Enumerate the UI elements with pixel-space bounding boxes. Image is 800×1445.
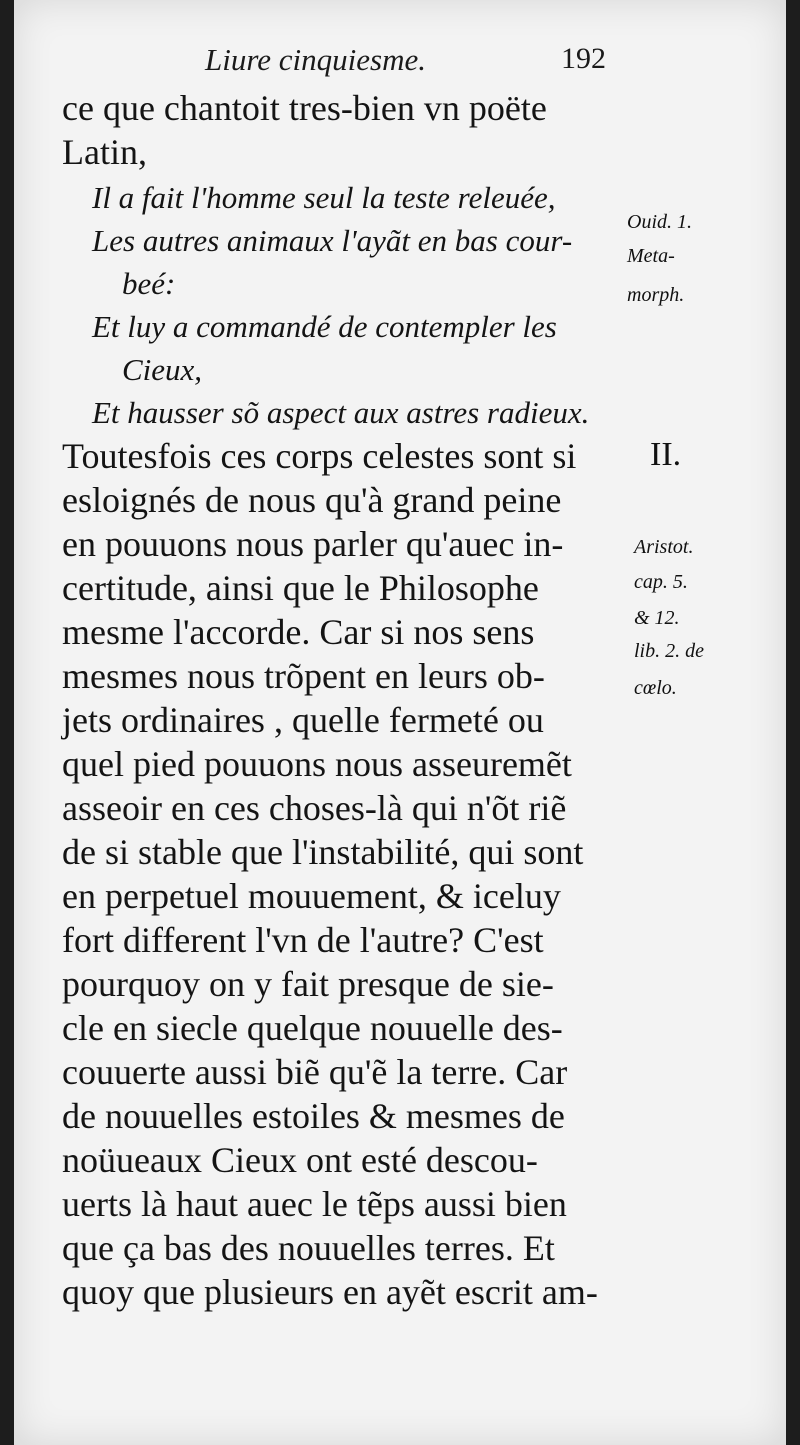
text-line: noüueaux Cieux ont esté descou- [62,1140,538,1180]
margin-note-ovid: Meta- [627,245,675,267]
text-line: mesme l'accorde. Car si nos sens [62,612,535,652]
text-line: ce que chantoit tres-bien vn poëte [62,88,547,128]
text-line: esloignés de nous qu'à grand peine [62,480,562,520]
section-number: II. [650,436,682,473]
verse-line: Cieux, [122,352,203,387]
scan-edge-right [786,0,800,1445]
text-line: quoy que plusieurs en ayẽt escrit am- [62,1272,598,1312]
text-line: certitude, ainsi que le Philosophe [62,568,539,608]
text-line: de nouuelles estoiles & mesmes de [62,1096,565,1136]
scan-edge-left [0,0,14,1445]
margin-note-aristotle: Aristot. [634,536,694,558]
margin-note-aristotle: cœlo. [634,677,677,699]
margin-note-ovid: Ouid. 1. [627,211,692,233]
text-line: mesmes nous trõpent en leurs ob- [62,656,545,696]
text-line: jets ordinaires , quelle fermeté ou [62,700,544,740]
text-line: uerts là haut auec le tẽps aussi bien [62,1184,567,1224]
text-line: en pouuons nous parler qu'auec in- [62,524,564,564]
text-line: que ça bas des nouuelles terres. Et [62,1228,555,1268]
verse-line: Les autres animaux l'ayãt en bas cour- [92,223,573,258]
margin-note-aristotle: & 12. [634,607,680,629]
text-line: Toutesfois ces corps celestes sont si [62,436,577,476]
margin-note-aristotle: lib. 2. de [634,640,704,662]
text-line: fort different l'vn de l'autre? C'est [62,920,544,960]
margin-note-ovid: morph. [627,284,685,306]
verse-line: beé: [122,266,176,301]
text-line: de si stable que l'instabilité, qui sont [62,832,584,872]
text-line: pourquoy on y fait presque de sie- [62,964,554,1004]
page-header [0,42,800,86]
text-line: quel pied pouuons nous asseuremẽt [62,744,572,784]
text-line: en perpetuel mouuement, & iceluy [62,876,561,916]
verse-line: Et luy a commandé de contempler les [92,309,557,344]
page-number: 192 [561,42,606,75]
text-line: couuerte aussi biẽ qu'ẽ la terre. Car [62,1052,568,1092]
verse-line: Il a fait l'homme seul la teste releuée, [92,180,556,215]
text-line: cle en siecle quelque nouuelle des- [62,1008,563,1048]
margin-note-aristotle: cap. 5. [634,571,688,593]
text-line: Latin, [62,132,147,172]
verse-line: Et hausser sõ aspect aux astres radieux. [92,395,590,430]
text-line: asseoir en ces choses-là qui n'õt riẽ [62,788,567,828]
running-title: Liure cinquiesme. [205,42,426,77]
